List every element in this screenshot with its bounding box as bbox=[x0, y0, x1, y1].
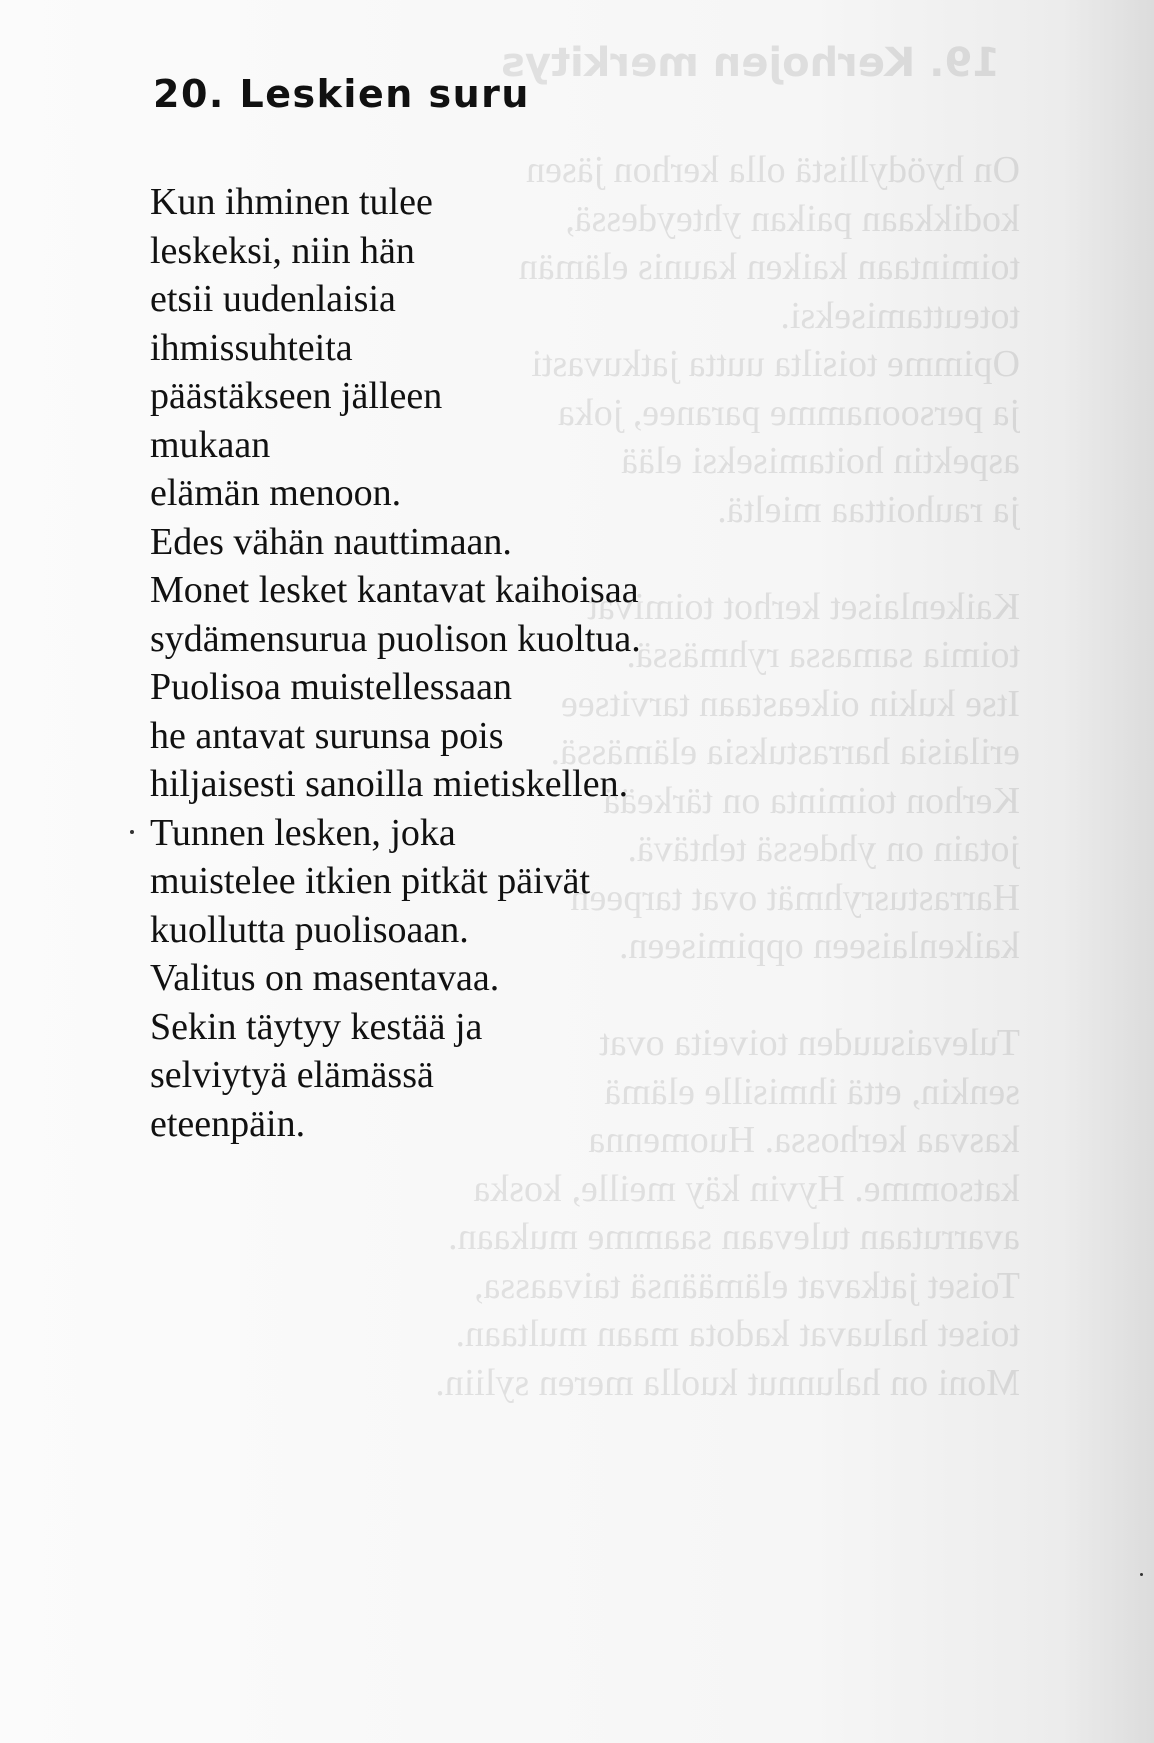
poem-line: hiljaisesti sanoilla mietiskellen. bbox=[150, 763, 629, 805]
bleed-through-line: kaikenlaiseen oppimiseen. bbox=[619, 925, 1020, 967]
poem-line: he antavat surunsa pois bbox=[150, 714, 504, 757]
poem-line: kuollutta puolisoaan. bbox=[150, 908, 469, 951]
bleed-through-line: Kaikenlaiset kerhot toimivat bbox=[587, 585, 1020, 628]
bleed-through-line: toimintaan kaiken kaunis elämän bbox=[518, 246, 1020, 288]
poem-line: Sekin täytyy kestää ja bbox=[150, 1005, 483, 1048]
bleed-through-line: ja persoonamme paranee, joka bbox=[557, 391, 1020, 434]
bleed-through-line: jotain on yhdessä tehtävä. bbox=[627, 828, 1020, 870]
poem-line: sydämensurua puolison kuoltua. bbox=[150, 617, 641, 660]
poem-line: selviytyä elämässä bbox=[150, 1054, 434, 1096]
page-title: 20. Leskien suru bbox=[153, 72, 530, 116]
bleed-through-line: Moni on halunnut kuolla meren syliin. bbox=[435, 1361, 1020, 1404]
poem-line: Kun ihminen tulee bbox=[150, 181, 433, 223]
ink-speck bbox=[130, 830, 134, 834]
bleed-through-line: On hyödyllistä olla kerhon jäsen bbox=[526, 149, 1020, 191]
poem-line: elämän menoon. bbox=[150, 472, 402, 514]
bleed-through-line: avarrutaan tulevaan saamme mukaan. bbox=[448, 1216, 1020, 1258]
bleed-through-line: Opimme toisilta uutta jatkuvasti bbox=[531, 343, 1020, 385]
poem-line: Monet lesket kantavat kaihoisaa bbox=[150, 569, 639, 611]
bleed-through-line: Harrastusryhmät ovat tarpeen bbox=[570, 876, 1020, 919]
poem-line: päästäkseen jälleen bbox=[150, 375, 443, 417]
poem-line: leskeksi, niin hän bbox=[150, 229, 415, 272]
bleed-through-line: toteuttamiseksi. bbox=[780, 294, 1020, 337]
poem-line: eteenpäin. bbox=[150, 1102, 306, 1145]
bleed-through-line: Itse kukin oikeastaan tarvitsee bbox=[560, 682, 1020, 725]
bleed-through-line: senkin, että ihmisille elämä bbox=[604, 1070, 1020, 1113]
poem-line: Edes vähän nauttimaan. bbox=[150, 520, 512, 563]
poem-line: ihmissuhteita bbox=[150, 326, 353, 369]
bleed-through-line: aspektin hoitamiseksi elää bbox=[621, 440, 1020, 482]
bleed-through-line: erilaisia harrastuksia elämässä. bbox=[550, 731, 1020, 773]
bleed-through-line: kasvaa kerhossa. Huomenna bbox=[588, 1119, 1020, 1161]
bleed-through-line: kodikkaan paikan yhteydessä, bbox=[565, 197, 1020, 240]
bleed-through-line: toiset haluavat kadota maan multaan. bbox=[455, 1313, 1020, 1355]
bleed-through-line: toimia samassa ryhmässä. bbox=[626, 634, 1020, 676]
poem-line: mukaan bbox=[150, 423, 271, 466]
poem-body bbox=[150, 178, 641, 1148]
bleed-through-line: ja rauhoittaa mieltä. bbox=[717, 488, 1020, 531]
bleed-through-line: Tulevaisuuden toiveita ovat bbox=[599, 1022, 1020, 1064]
bleed-through-line: katsomme. Hyvin käy meille, koska bbox=[473, 1167, 1020, 1210]
ink-speck bbox=[1140, 1573, 1143, 1576]
poem-line: Tunnen lesken, joka bbox=[150, 811, 456, 854]
bleed-through-title: 19. Kerhojen merkitys bbox=[501, 40, 1000, 86]
poem-line: Valitus on masentavaa. bbox=[150, 957, 500, 999]
poem-line: Puolisoa muistellessaan bbox=[150, 666, 513, 708]
poem-line: muistelee itkien pitkät päivät bbox=[150, 860, 591, 902]
poem-line: etsii uudenlaisia bbox=[150, 278, 396, 320]
bleed-through-line: Kerhon toiminta on tärkeää bbox=[603, 779, 1020, 822]
bleed-through-line: Toiset jatkavat elämäänsä taivaassa, bbox=[474, 1264, 1020, 1307]
